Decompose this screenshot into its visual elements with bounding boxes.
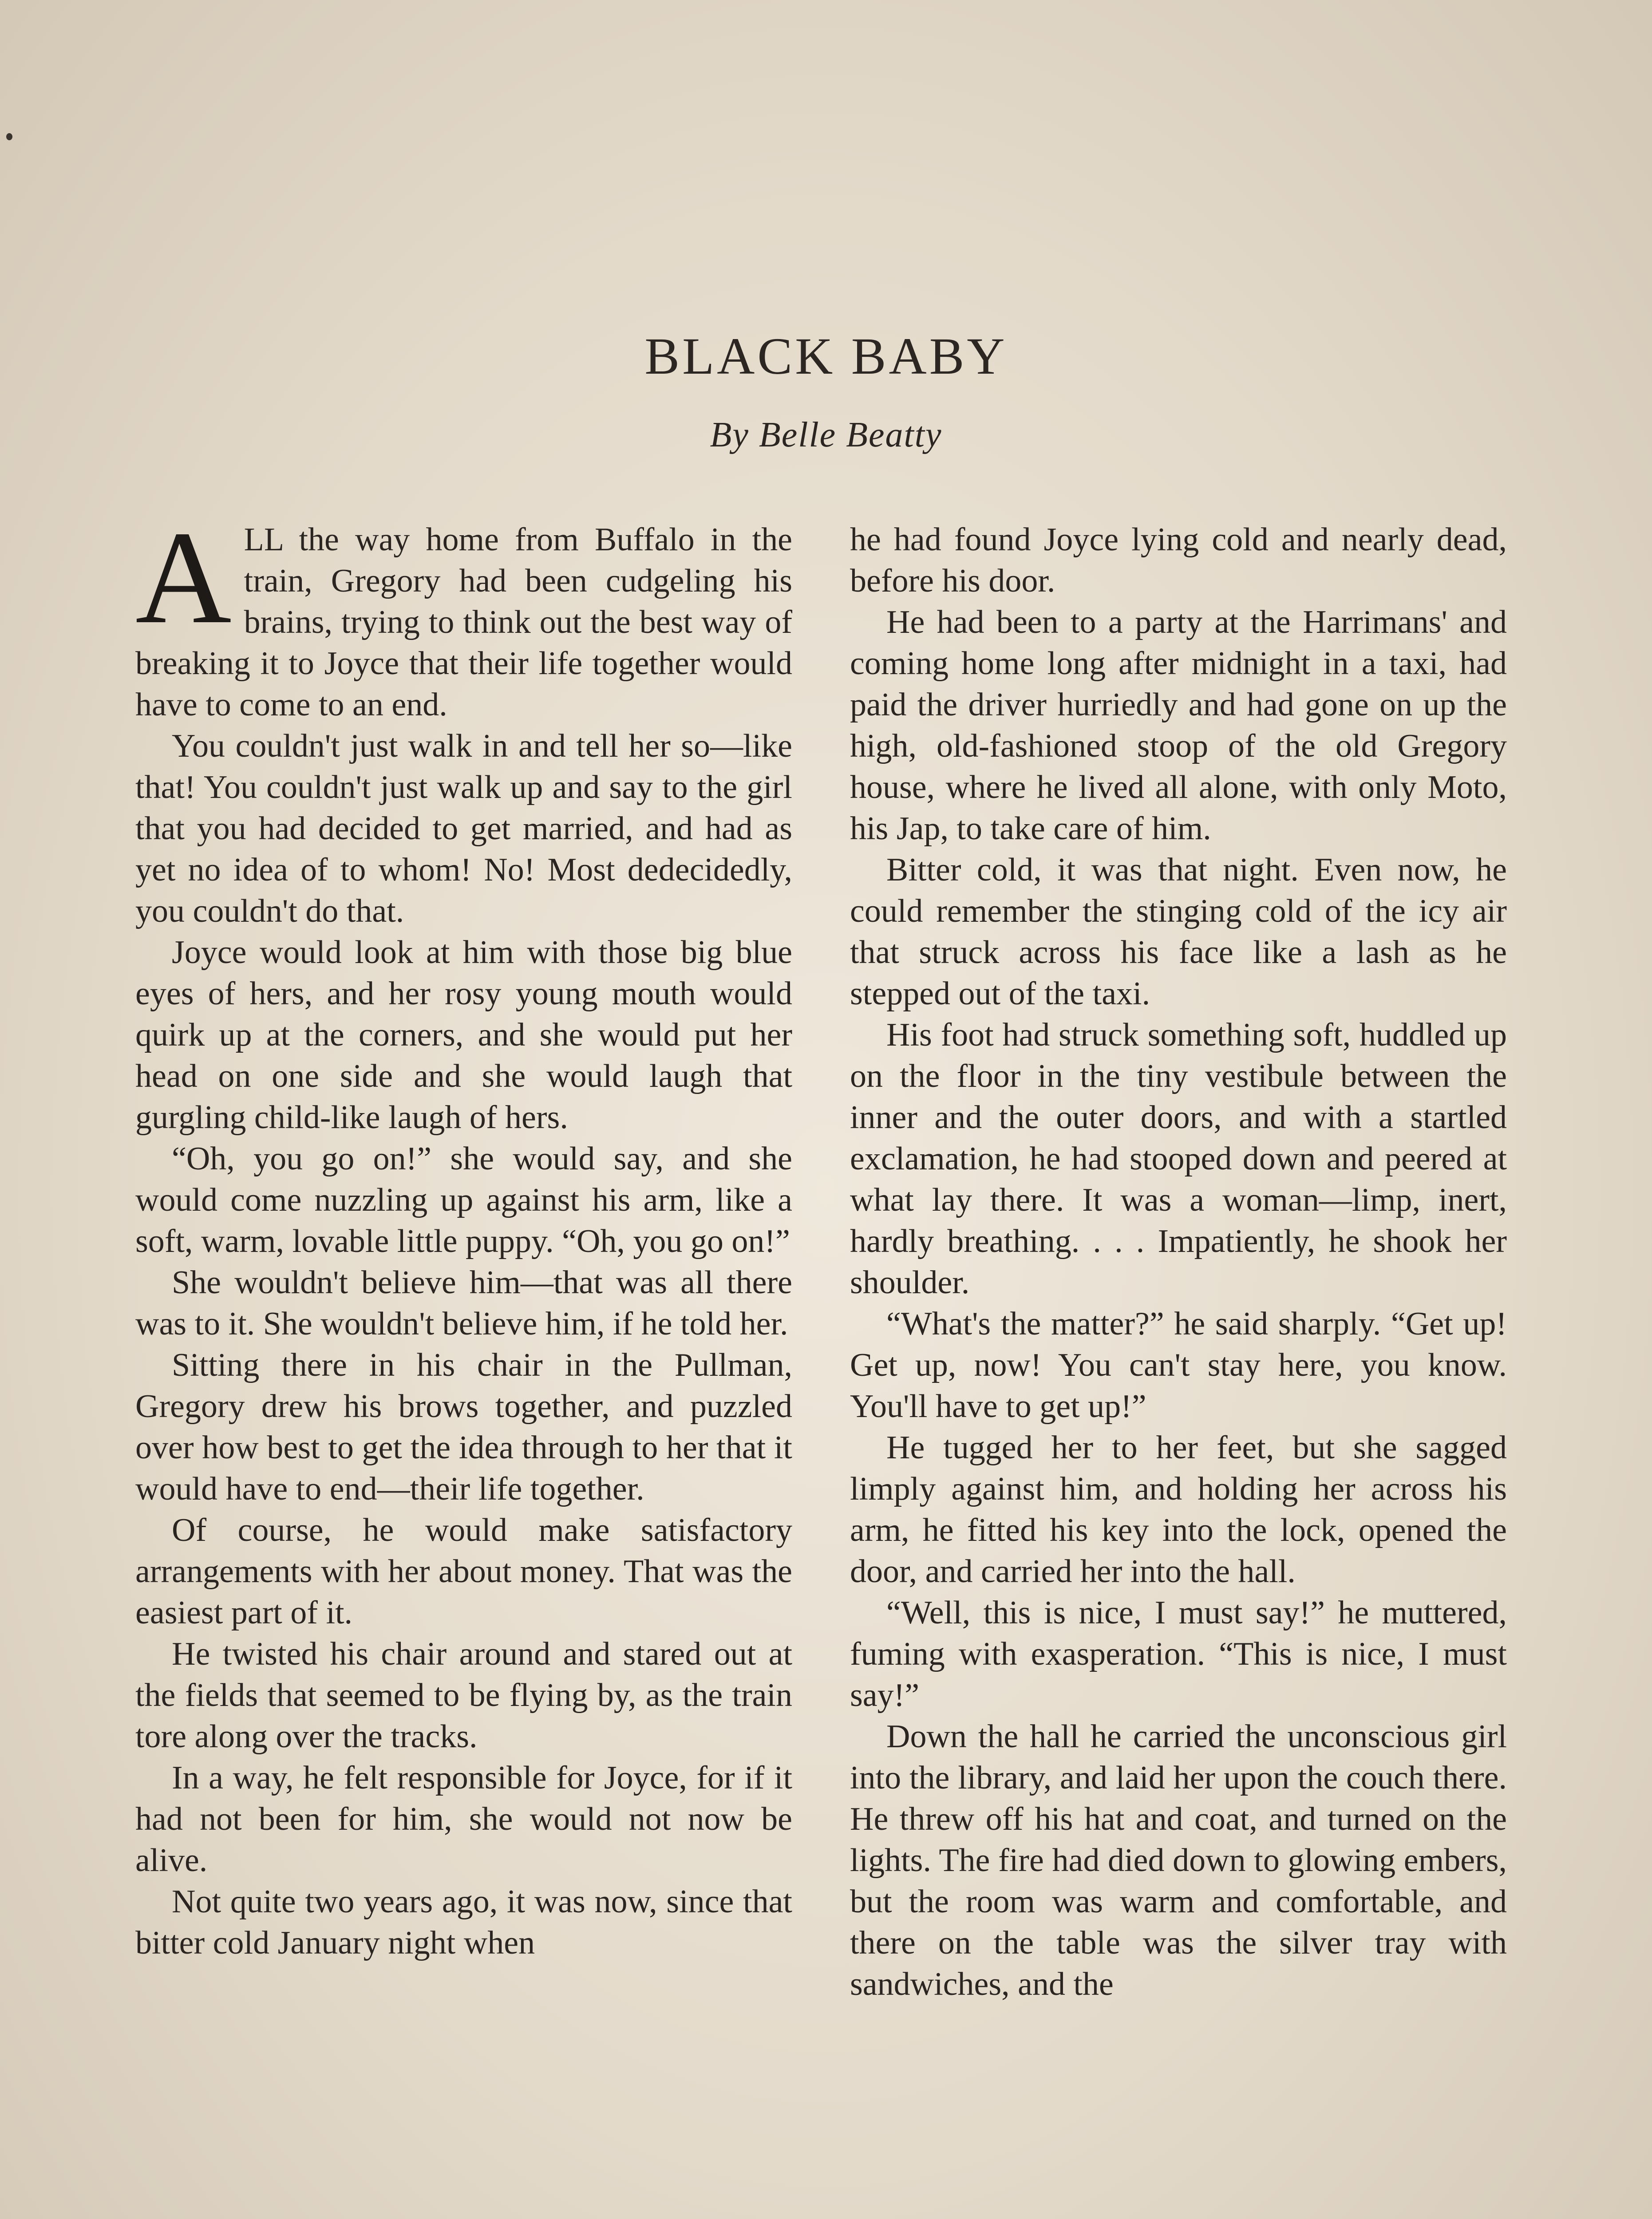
paragraph: Sitting there in his chair in the Pullman, Gregory drew his brows together, and puzzled over how best to get the idea through to her that it would have to end—their life together.	[135, 1347, 792, 1507]
paragraph: “What's the matter?” he said sharply. “Get up! Get up, now! You can't stay here, you know. You'll have to get up!”	[850, 1306, 1507, 1425]
paragraph: He had been to a party at the Harrimans' and coming home long after midnight in a taxi, had paid the driver hurriedly and had gone on up the high, old-fashioned stoop of the old Gregory house, where he lived all alone, with only Moto, his Jap, to take care of him.	[850, 604, 1507, 847]
paragraph: “Oh, you go on!” she would say, and she would come nuzzling up against his arm, like a soft, warm, lovable little puppy. “Oh, you go on!”	[135, 1141, 792, 1260]
paragraph	[135, 504, 792, 726]
paragraph: You couldn't just walk in and tell her so—like that! You couldn't just walk up and say to the girl that you had decided to get married, and had as yet no idea of to whom! No! Most dedecidedly, you couldn't do that.	[135, 728, 792, 929]
story-byline: By Belle Beatty	[710, 415, 942, 454]
right-column	[850, 519, 1507, 2005]
ink-speck	[6, 133, 12, 140]
paragraph: Bitter cold, it was that night. Even now, he could remember the stinging cold of the icy air that struck across his face like a lash as he stepped out of the taxi.	[850, 852, 1507, 1012]
paragraph: In a way, he felt responsible for Joyce, for if it had not been for him, she would not now be alive.	[135, 1760, 792, 1879]
paragraph: She wouldn't believe him—that was all there was to it. She wouldn't believe him, if he told her.	[135, 1264, 792, 1342]
paragraph: His foot had struck something soft, huddled up on the floor in the tiny vestibule between the inner and the outer doors, and with a startled exclamation, he had stooped down and peered at what lay there. It was a woman—limp, inert, hardly breathing. . . . Impatiently, he shook her shoulder.	[850, 1017, 1507, 1301]
paragraph: he had found Joyce lying cold and nearly dead, before his door.	[850, 521, 1507, 599]
left-column	[135, 504, 792, 1964]
paragraph: Of course, he would make satisfactory arrangements with her about money. That was the easiest part of it.	[135, 1512, 792, 1631]
paragraph-text: LL the way home from Buffalo in the train, Gregory had been cudgeling his brains, trying to think out the best way of breaking it to Joyce that their life together would have to come to an end.	[135, 521, 792, 723]
paragraph: He tugged her to her feet, but she sagged limply against him, and holding her across his arm, he fitted his key into the lock, opened the door, and carried her into the hall.	[850, 1429, 1507, 1590]
paragraph: “Well, this is nice, I must say!” he muttered, fuming with exasperation. “This is nice, I must say!”	[850, 1595, 1507, 1714]
paragraph: Joyce would look at him with those big blue eyes of hers, and her rosy young mouth would quirk up at the corners, and she would put her head on one side and she would laugh that gurgling child-like laugh of hers.	[135, 934, 792, 1136]
paragraph: Not quite two years ago, it was now, since that bitter cold January night when	[135, 1883, 792, 1961]
story-title: BLACK BABY	[644, 327, 1008, 385]
drop-cap: A	[135, 504, 232, 651]
paragraph: Down the hall he carried the unconscious girl into the library, and laid her upon the couch there. He threw off his hat and coat, and turned on the lights. The fire had died down to glowing embers, but the room was warm and comfortable, and there on the table was the silver tray with sandwiches, and the	[850, 1718, 1507, 2002]
paragraph: He twisted his chair around and stared out at the fields that seemed to be flying by, as the train tore along over the tracks.	[135, 1636, 792, 1755]
